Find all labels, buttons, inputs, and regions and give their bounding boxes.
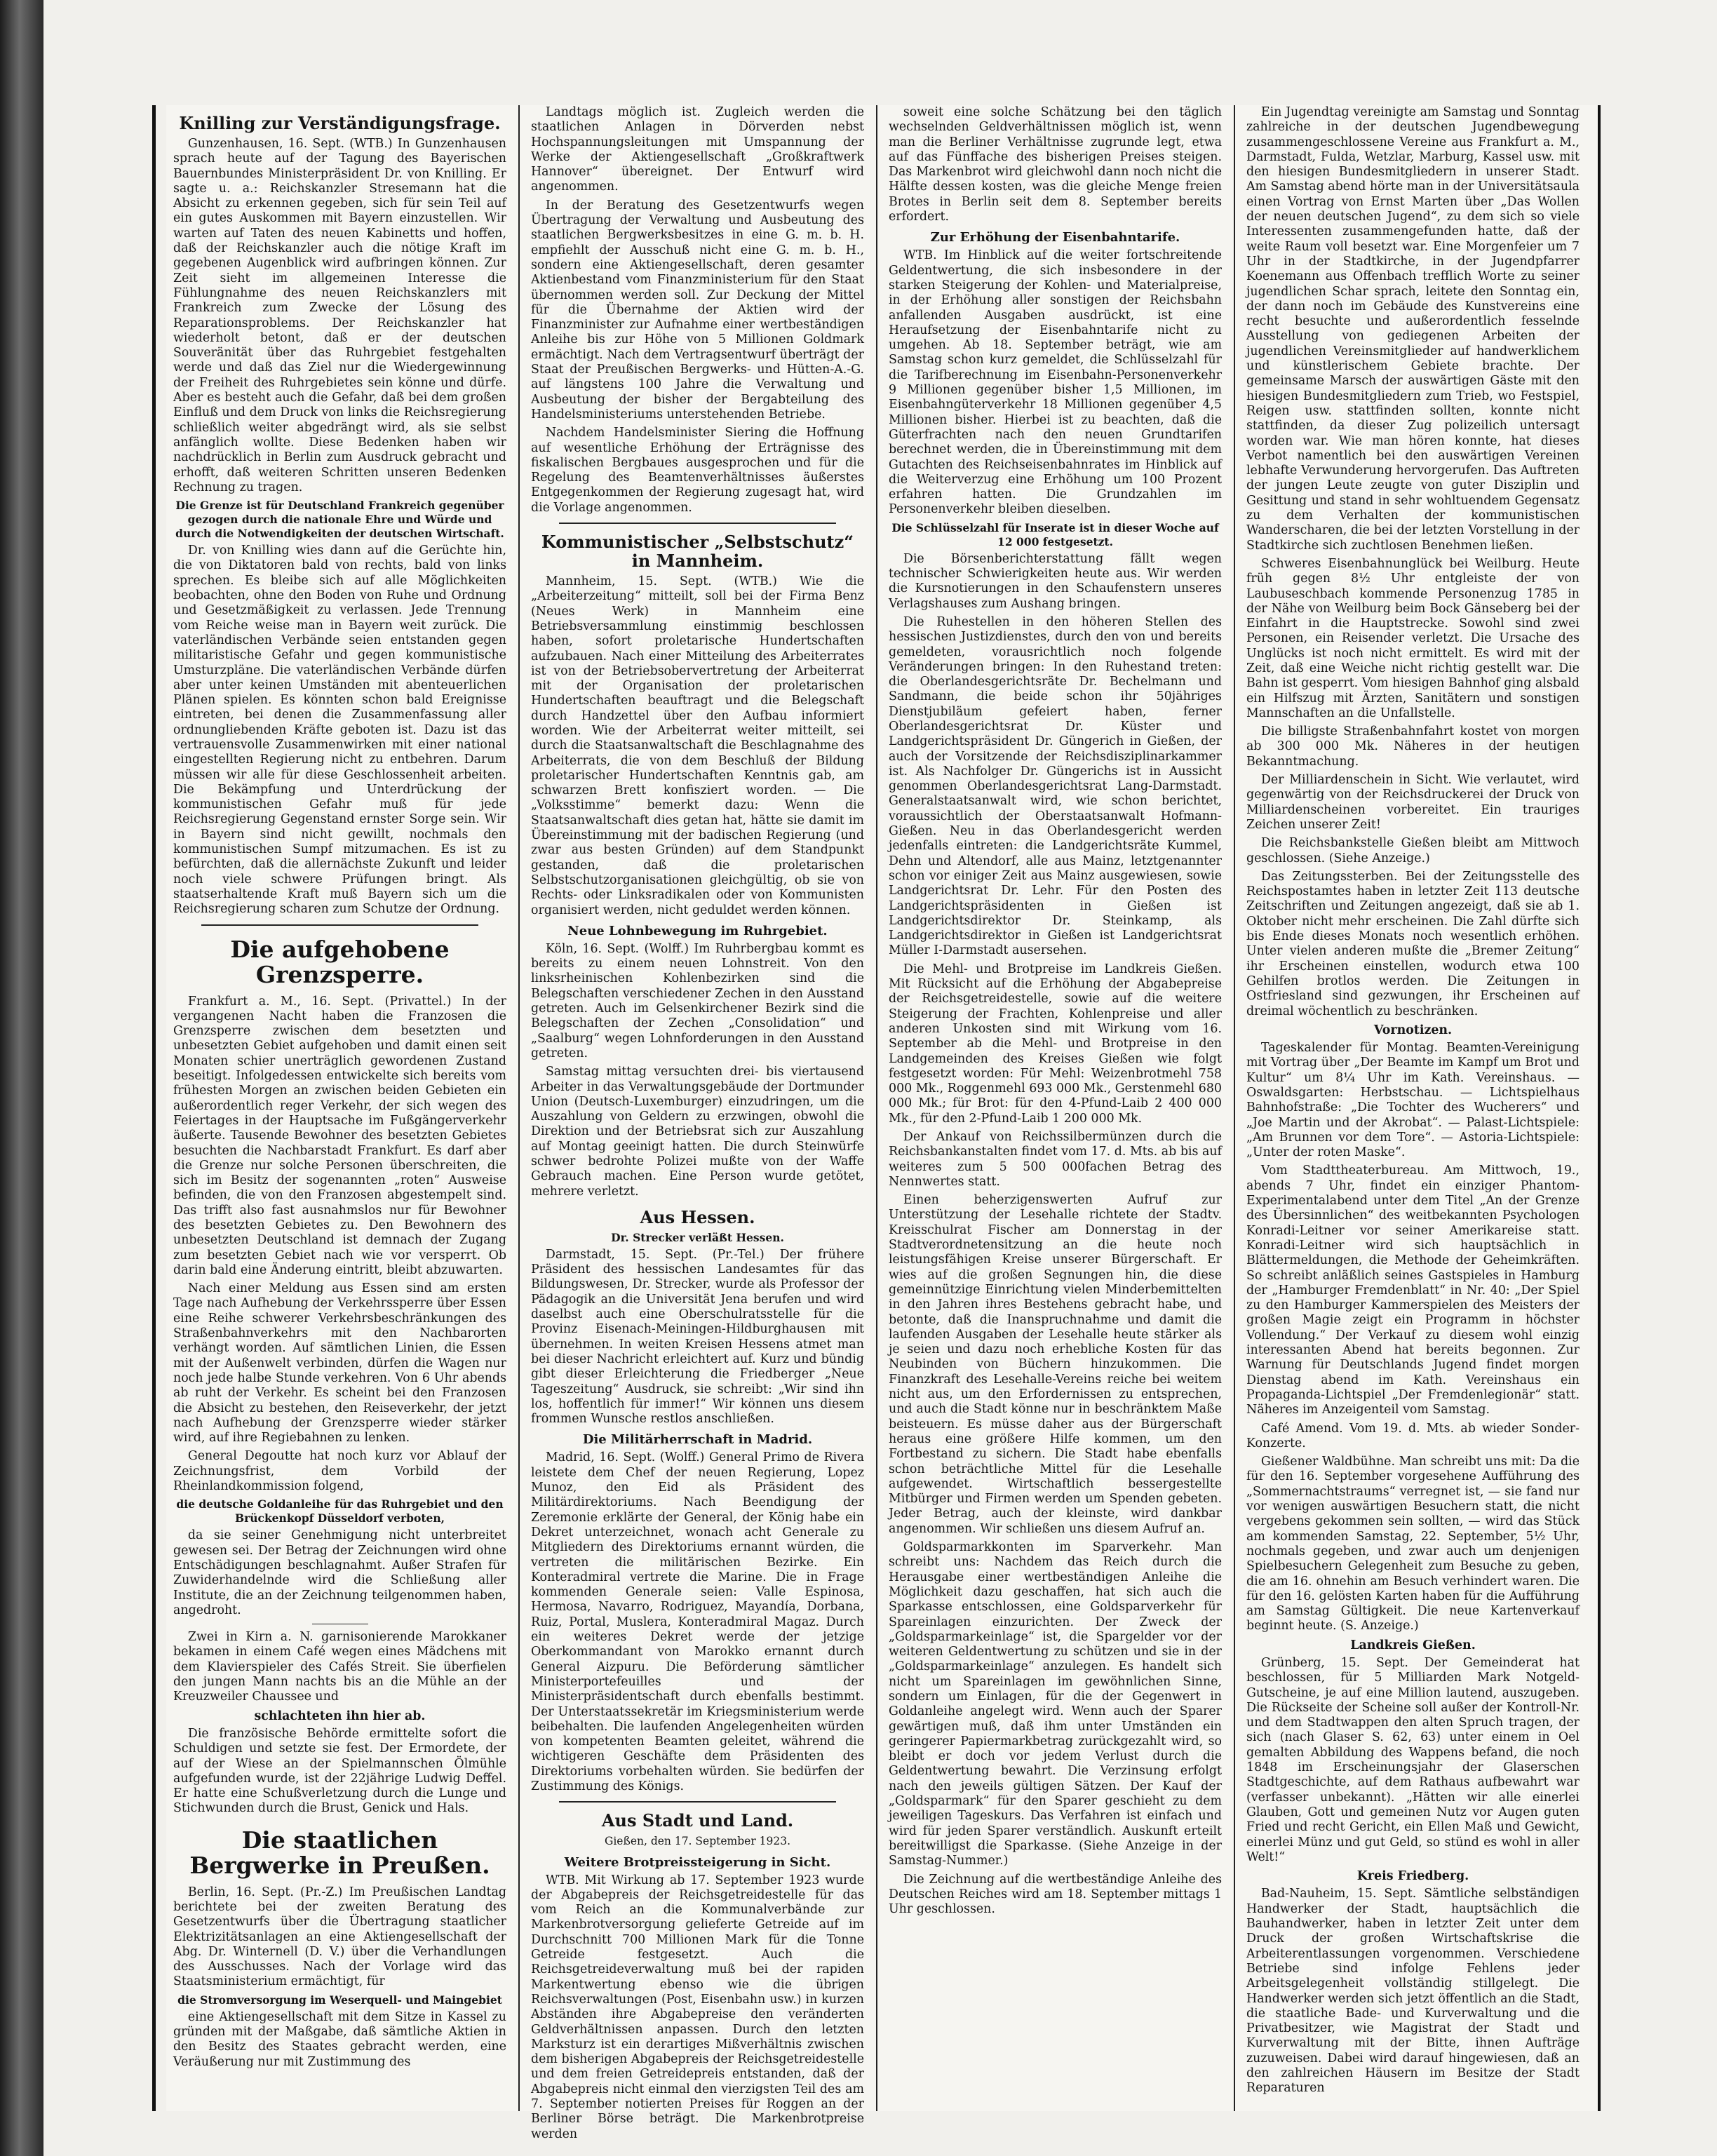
article-paragraph: Die Zeichnung auf die wertbeständige Anleihe des Deutschen Reiches wird am 18. September mittags 1 Uhr geschlossen. [889,1872,1222,1917]
article-paragraph: Schweres Eisenbahnunglück bei Weilburg. Heute früh gegen 8½ Uhr entgleiste der von Laubuseschbach kommende Personenzug 1785 in der Nähe von Weilburg beim Bock Gänseberg bei der Einfahrt in die Hauptstrecke. Sowohl sind zwei Personen, ein Reisender verletzt. Die Ursache des Unglücks ist noch nicht ermittelt. Es wird mit der Zeit, daß eine Weiche nicht richtig gestellt war. Die Bahn ist gesperrt. Vom hiesigen Bahnhof ging alsbald ein Hilfszug mit Ärzten, Sanitätern und sonstigen Mannschaften an die Unfallstelle. [1246,556,1580,720]
article-paragraph: Ein Jugendtag vereinigte am Samstag und Sonntag zahlreiche in der deutschen Jugendbewegung zusammengeschlossene Vereine aus Frankfurt a. M., Darmstadt, Fulda, Wetzlar, Marburg, Kassel usw. mit den hiesigen Bundesmitgliedern in unserer Stadt. Am Samstag abend hörte man in der Universitätsaula einen Vortrag von Ernst Marten über „Das Wollen der neuen deutschen Jugend“, zu dem sich so viele Interessenten zusammengefunden hatte, daß der weite Raum voll besetzt war. Eine Morgenfeier um 7 Uhr in der Stadtkirche, in der Jugendpfarrer Koenemann aus Offenbach trefflich Worte zu seiner jugendlichen Schar sprach, leitete den Sonntag ein, der dann noch im Gebäude des Kunstvereins eine recht besuchte und außerordentlich fesselnde Ausstellung von gediegenen Arbeiten der jugendlichen Vereinsmitglieder auf handwerklichem und künstlerischem Gebiete brachte. Der gemeinsame Marsch der auswärtigen Gäste mit den hiesigen Bundesmitgliedern zum Trieb, wo Festspiel, Reigen usw. stattfinden sollten, konnte nicht stattfinden, da dieser Zug polizeilich untersagt worden war. Wie man hören konnte, hat dieses Verbot namentlich bei den auswärtigen Vereinen lebhafte Verwunderung hervorgerufen. Das Auftreten der jungen Leute zeugte von guter Disziplin und Gesittung und stand in sehr wohltuendem Gegensatz zu dem Verhalten der kommunistischen Wanderscharen, die bei der letzten Vorstellung in der Stadtkirche sich zuchtlosen Benehmen ließen. [1246,105,1580,553]
column-rule [518,105,520,2111]
headline-madrid: Die Militärherrschaft in Madrid. [582,1432,813,1448]
article-paragraph: Nachdem Handelsminister Siering die Hoffnung auf wesentliche Erhöhung der Erträgnisse des fiskalischen Bergbaues ausgesprochen und für die Regelung des Beamtenverhältnisses äußerstes Entgegenkommen der Regierung zugesagt hat, wird die Vorlage angenommen. [531,426,864,515]
subheading-goldanleihe: die deutsche Goldanleihe für das Ruhrgebiet und den Brückenkopf Düsseldorf verboten, [176,1497,504,1525]
article-paragraph: Berlin, 16. Sept. (Pr.-Z.) Im Preußischen Landtag berichtete bei der zweiten Beratung des Gesetzentwurfs über die Übertragung staatlicher Elektrizitätsanlagen an eine Aktiengesellschaft der Abg. Dr. Winternell (D. V.) über die Verhandlungen des Ausschusses. Nach der Vorlage wird das Staatsministerium ermächtigt, für [173,1885,506,1989]
column-rule [1234,105,1235,2111]
page-border-right [1598,105,1601,2111]
column-4 [1239,105,1587,2111]
subheading-grenze: Die Grenze ist für Deutschland Frankreich gegenüber gezogen durch die nationale Ehre und Würde und durch die Notwendigkeiten der deutschen Wirtschaft. [175,499,504,541]
subheading-schluesselzahl: Die Schlüsselzahl für Inserate ist in dieser Woche auf 12 000 festgesetzt. [891,520,1219,548]
article-paragraph: Einen beherzigenswerten Aufruf zur Unterstützung der Lesehalle richtete der Stadtv. Kreisschulrat Fischer am Donnerstag in der Stadtverordnetensitzung an die heute noch leistungsfähigen Kreise unserer Bürgerschaft. Er wies auf die großen Segnungen hin, die diese gemeinnützige Einrichtung vielen Minderbemittelten in den Jahren ihres Bestehens gebracht habe, und betonte, daß die Inanspruchnahme und damit die laufenden Ausgaben der Lesehalle heute stärker als je seien und dazu noch erhebliche Kosten für das Neubinden von Büchern hinzukommen. Die Finanzkraft des Lesehalle-Vereins reiche bei weitem nicht aus, um den Erfordernissen zu entsprechen, und auch die Stadt könne nur in beschränktem Maße beisteuern. Es müsse daher aus der Bürgerschaft heraus eine größere Hilfe kommen, um den Fortbestand zu sichern. Die Stadt habe ebenfalls schon beträchtliche Mittel für die Lesehalle aufgewendet. Wirtschaftlich bessergestellte Mitbürger und Firmen werden um Spenden gebeten. Jeder Betrag, auch der kleinste, wird dankbar angenommen. Wir schließen uns diesem Aufruf an. [889,1193,1222,1536]
article-paragraph: Samstag mittag versuchten drei- bis viertausend Arbeiter in das Verwaltungsgebäude der Dortmunder Union (Deutsch-Luxemburger) einzudringen, um die Auszahlung von Geldern zu erzwingen, obwohl die Direktion und der Betriebsrat sich zur Auszahlung auf Montag geeinigt hatten. Die durch Steinwürfe schwer bedrohte Polizei mußte von der Waffe Gebrauch machen. Eine Person wurde getötet, mehrere verletzt. [531,1065,864,1199]
page-border-left [152,105,156,2111]
headline-stadt-und-land: Aus Stadt und Land. [601,1810,794,1831]
newspaper-page [166,105,1601,2141]
article-paragraph: Tageskalender für Montag. Beamten-Vereinigung mit Vortrag über „Der Beamte im Kampf um Brot und Kultur“ um 8¼ Uhr im Kath. Vereinshaus. — Oswaldsgarten: Herbstschau. — Lichtspielhaus Bahnhofstraße: „Die Tochter des Wucherers“ und „Joe Martin und der Akrobat“. — Palast-Lichtspiele: „Am Brunnen vor dem Tore“. — Astoria-Lichtspiele: „Unter der roten Maske“. [1246,1041,1580,1160]
section-divider [559,1801,836,1803]
article-paragraph: Landtags möglich ist. Zugleich werden die staatlichen Anlagen in Dörverden nebst Hochspannungsleitungen mit Umspannung der Werke der Aktiengesellschaft „Großkraftwerk Hannover“ übereignet. Der Entwurf wird angenommen. [531,105,864,194]
subheading-strecker: Dr. Strecker verläßt Hessen. [611,1230,784,1244]
article-paragraph: Die Ruhestellen in den höheren Stellen des hessischen Justizdienstes, durch den von und bereits gemeldeten, vorausrichtlich noch folgende Veränderungen bringen: In den Ruhestand treten: die Oberlandesgerichtsräte Dr. Bechelmann und Sandmann, die beide schon ihr 50jähriges Dienstjubiläum gefeiert haben, ferner Oberlandesgerichtsrat Dr. Küster und Landgerichtspräsident Dr. Güngerich in Gießen, der auch der Vorsitzende der Reichsdisziplinarkammer ist. Als Nachfolger Dr. Güngerichs ist in Aussicht genommen Oberlandesgerichtsrat Lang-Darmstadt. Generalstaatsanwalt wird, wie schon berichtet, voraussichtlich der Oberstaatsanwalt Hofmann-Gießen. Neu in das Oberlandesgericht werden jedenfalls eintreten: die Landgerichtsräte Kummel, Dehn und Altendorf, alle aus Mainz, letztgenannter schon vor einiger Zeit aus Mainz ausgewiesen, sowie Landgerichtsrat Dr. Lehr. Für den Posten des Landgerichtspräsidenten in Gießen ist Landgerichtsdirektor Dr. Steinkamp, als Landgerichtsdirektor in Gießen ist Landgerichtsrat Müller I-Darmstadt ausersehen. [889,614,1222,958]
article-paragraph: Die Reichsbankstelle Gießen bleibt am Mittwoch geschlossen. (Siehe Anzeige.) [1246,836,1580,865]
article-paragraph: Nach einer Meldung aus Essen sind am ersten Tage nach Aufhebung der Verkehrssperre über Essen eine Reihe schwerer Verkehrsbeschränkungen des Straßenbahnverkehrs mit den Nachbarorten verhängt worden. Auf sämtlichen Linien, die Essen mit der Außenwelt verbinden, dürfen die Wagen nur noch jede halbe Stunde verkehren. Von 6 Uhr abends ab ruht der Verkehr. Es scheint bei den Franzosen die Absicht zu bestehen, den Reiseverkehr, der jetzt nach Aufhebung der Grenzsperre wieder stärker wird, auf ihre Regiebahnen zu lenken. [173,1281,506,1446]
headline-knilling: Knilling zur Verständigungsfrage. [179,113,501,133]
article-paragraph: Die billigste Straßenbahnfahrt kostet von morgen ab 300 000 Mk. Näheres in der heutigen Bekanntmachung. [1246,725,1580,769]
article-paragraph: Die Mehl- und Brotpreise im Landkreis Gießen. Mit Rücksicht auf die Erhöhung der Abgabepreise der Reichsgetreidestelle, sowie auf die weitere Steigerung der Frachten, Kohlenpreise und aller anderen Unkosten sind mit Wirkung vom 16. September ab die Mehl- und Brotpreise in den Landgemeinden des Kreises Gießen wie folgt festgesetzt worden: Für Mehl: Weizenbrotmehl 758 000 Mk., Roggenmehl 693 000 Mk., Gerstenmehl 680 000 Mk.; für Brot: für den 4-Pfund-Laib 2 400 000 Mk., für den 2-Pfund-Laib 1 200 000 Mk. [889,962,1222,1126]
article-paragraph: Das Zeitungssterben. Bei der Zeitungsstelle des Reichspostamtes haben in letzter Zeit 113 deutsche Zeitschriften und Zeitungen angezeigt, daß sie ab 1. Oktober nicht mehr erscheinen. Die Zahl dürfte sich bis Ende dieses Monats noch wesentlich erhöhen. Unter vielen anderen mußte die „Bremer Zeitung“ ihr Erscheinen einstellen, wodurch etwa 100 Gehilfen brotlos werden. Die Zeitungen in Ostfriesland sind gezwungen, ihr Erscheinen auf dreimal wöchentlich zu beschränken. [1246,869,1580,1018]
scanned-page [43,0,1717,2156]
article-paragraph: Köln, 16. Sept. (Wolff.) Im Ruhrbergbau kommt es bereits zu einem neuen Lohnstreit. Von den linksrheinischen Kohlenbezirken sind die Belegschaften verschiedener Zechen in den Ausstand getreten. Auch im Gelsenkirchener Bezirk sind die Belegschaften der Zechen „Consolidation“ und „Saalburg“ wegen Lohnforderungen in den Ausstand getreten. [531,941,864,1060]
column-1 [166,105,513,2111]
article-paragraph: WTB. Mit Wirkung ab 17. September 1923 wurde der Abgabepreis der Reichsgetreidestelle für das vom Reich an die Kommunalverbände zur Markenbrotversorgung gelieferte Getreide auf im Durchschnitt 700 Millionen Mark für die Tonne Getreide festgesetzt. Auch die Reichsgetreideverwaltung muß bei der rapiden Markentwertung ebenso wie die übrigen Reichsverwaltungen (Post, Eisenbahn usw.) in kurzen Abständen ihre Abgabepreise den veränderten Geldverhältnissen anpassen. Durch den letzten Marksturz ist ein derartiges Mißverhältnis zwischen dem bisherigen Abgabepreis der Reichsgetreidestelle und dem freien Getreidepreis entstanden, daß der Abgabepreis nicht einmal den vierzigsten Teil des am 7. September notierten Preises für Roggen an der Berliner Börse beträgt. Die Markenbrotpreise werden [531,1873,864,2141]
article-paragraph: Mannheim, 15. Sept. (WTB.) Wie die „Arbeiterzeitung“ mitteilt, soll bei der Firma Benz (Neues Werk) in Mannheim eine Betriebsversammlung einstimmig beschlossen haben, sofort proletarische Hundertschaften aufzubauen. Nach einer Mitteilung des Arbeiterrates ist von der Betriebsobervertretung der Arbeiterrat mit der Organisation der proletarischen Hundertschaften beauftragt und die Belegschaft durch Handzettel über den Aufbau informiert worden. Wie der Arbeiterrat weiter mitteilt, sei durch die Staatsanwaltschaft die Beschlagnahme des Arbeiterrats, die von dem Beschluß der Bildung proletarischer Hundertschaften Kenntnis gab, am schwarzen Brett konfisziert worden. — Die „Volksstimme“ bemerkt dazu: Wenn die Staatsanwaltschaft dies getan hat, hätte sie damit im Übereinstimmung mit der badischen Regierung (und zwar aus besten Gründen) auf dem Standpunkt gestanden, daß die proletarischen Selbstschutzorganisationen gleichgültig, ob sie von Rechts- oder Linksradikalen oder von Kommunisten organisiert werden, nicht geduldet werden können. [531,574,864,917]
article-paragraph: Vom Stadttheaterbureau. Am Mittwoch, 19., abends 7 Uhr, findet ein einziger Phantom-Experimentalabend unter dem Titel „An der Grenze des Übersinnlichen“ des weitbekannten Psychologen Konradi-Leitner vor seiner Amerikareise statt. Konradi-Leitner wird sich hauptsächlich in Blättermeldungen, die Methode der Geheimkräften. So schreibt anläßlich seines Gastspieles in Hamburg der „Hamburger Fremdenblatt“ in Nr. 40: „Der Spiel zu den Hamburger Kammerspielen des Meisters der großen Magie zeigt ein Programm in höchster Vollendung.“ Der Verkauf zu diesem wohl einzig interessanten Abend hat bereits begonnen. Zur Warnung für Deutschlands Jugend findet morgen Dienstag abend im Kath. Vereinshaus ein Propaganda-Lichtspiel „Der Fremdenlegionär“ statt. Näheres im Anzeigenteil vom Samstag. [1246,1164,1580,1417]
article-paragraph: Der Milliardenschein in Sicht. Wie verlautet, wird gegenwärtig von der Reichsdruckerei der Druck von Milliardenscheinen vorbereitet. Ein trauriges Zeichen unserer Zeit! [1246,773,1580,832]
headline-mannheim: Kommunistischer „Selbstschutz“ in Mannheim. [541,532,854,572]
article-paragraph: WTB. Im Hinblick auf die weiter fortschreitende Geldentwertung, die sich insbesondere in der starken Steigerung der Kohlen- und Materialpreise, in der Erhöhung aller sonstigen der Reichsbahn anfallenden Ausgaben ausdrückt, ist eine Heraufsetzung der Eisenbahntarife nicht zu umgehen. Ab 18. September beträgt, wie am Samstag schon kurz gemeldet, die Schlüsselzahl für die Tarifberechnung im Eisenbahn-Personenverkehr 9 Millionen gegenüber bisher 1,5 Millionen, im Eisenbahngüterverkehr 18 Millionen gegenüber 4,5 Millionen bisher. Hierbei ist zu beachten, daß die Güterfrachten nach den neuen Grundtarifen berechnet werden, die in Übereinstimmung mit dem Gutachten des Reichseisenbahnrates im Hinblick auf die Weiterverzug eine Erhöhung um 100 Prozent erfahren hatten. Die Grundzahlen im Personenverkehr bleiben dieselben. [889,248,1222,517]
article-paragraph: Zwei in Kirn a. N. garnisonierende Marokkaner bekamen in einem Café wegen eines Mädchens mit dem Klavierspieler des Cafés Streit. Sie überfielen den jungen Mann nachts bis an die Mühle an der Kreuzweiler Chaussee und [173,1630,506,1704]
headline-aus-hessen: Aus Hessen. [640,1206,755,1227]
article-paragraph: In der Beratung des Gesetzentwurfs wegen Übertragung der Verwaltung und Ausbeutung des staatlichen Bergwerksbesitzes in eine G. m. b. H. empfiehlt der Ausschuß nicht eine G. m. b. H., sondern eine Aktiengesellschaft, deren gesamter Aktienbestand vom Finanzministerium für den Staat übernommen werden soll. Zur Deckung der Mittel für die Übernahme der Aktien wird der Finanzminister zur Aufnahme einer wertbeständigen Anleihe bis zur Höhe von 5 Millionen Goldmark ermächtigt. Nach dem Vertragsentwurf überträgt der Staat der Preußischen Bergwerks- und Hütten-A.-G. auf längstens 100 Jahre die Verwaltung und Ausbeutung der bisher der Bergabteilung des Handelsministeriums unterstehenden Betriebe. [531,198,864,422]
article-paragraph: General Degoutte hat noch kurz vor Ablauf der Zeichnungsfrist, dem Vorbild der Rheinlandkommission folgend, [173,1449,506,1494]
article-paragraph: Darmstadt, 15. Sept. (Pr.-Tel.) Der frühere Präsident des hessischen Landesamtes für das Bildungswesen, Dr. Strecker, wurde als Professor der Pädagogik an die Universität Jena berufen und wird daselbst auch eine Oberschulratsstelle für die Provinz Eisenach-Meiningen-Hildburghausen mit übernehmen. In weiten Kreisen Hessens atmet man bei dieser Nachricht erleichtert auf. Kurz und bündig gibt dieser Erleichterung die Friedberger „Neue Tageszeitung“ Ausdruck, sie schreibt: „Wir sind ihn los, hoffentlich für immer!“ Wir können uns diesem frommen Wunsche restlos anschließen. [531,1247,864,1427]
article-paragraph: soweit eine solche Schätzung bei den täglich wechselnden Geldverhältnissen möglich ist, wenn man die Berliner Verhältnisse zugrunde legt, etwa auf das Fünffache des bisherigen Preises steigen. Das Markenbrot wird gleichwohl dann noch nicht die Hälfte dessen kosten, was die gleiche Menge freien Brotes in Berlin seit dem 8. September bereits erfordert. [889,105,1222,224]
subheading-schlachteten: schlachteten ihn hier ab. [254,1709,426,1723]
headline-brotpreis: Weitere Brotpreissteigerung in Sicht. [564,1854,831,1870]
column-3 [882,105,1229,2111]
headline-vornotizen: Vornotizen. [1373,1023,1453,1037]
headline-landkreis-giessen: Landkreis Gießen. [1350,1638,1476,1652]
section-divider [201,924,478,926]
headline-eisenbahntarife: Zur Erhöhung der Eisenbahntarife. [930,230,1180,245]
article-paragraph: Frankfurt a. M., 16. Sept. (Privattel.) In der vergangenen Nacht haben die Franzosen die Grenzsperre zwischen dem besetzten und unbesetzten Gebiet aufgehoben und damit einen seit Monaten schier unerträglich gewordenen Zustand beseitigt. Infolgedessen entwickelte sich bereits vom frühesten Morgen an zwischen beiden Gebieten ein außerordentlich reger Verkehr, der sich wegen des Feiertages in der Hauptsache im Fußgängerverkehr äußerte. Tausende Bewohner des besetzten Gebietes besuchten die Nachbarstadt Frankfurt. Es darf aber die Grenze nur solche Personen überschreiten, die sich im Besitz der sogenannten „roten“ Ausweise befinden, die von den Franzosen abgestempelt sind. Das trifft also fast ausnahmslos nur für Bewohner des besetzten Gebietes zu. Den Bewohnern des unbesetzten Deutschland ist demnach der Zugang zum besetzten Gebiet nach wie vor versperrt. Ob darin bald eine Änderung eintritt, bleibt abzuwarten. [173,994,506,1277]
article-paragraph: Die Börsenberichterstattung fällt wegen technischer Schwierigkeiten heute aus. Wir werden die Kursnotierungen in den Schaufenstern unseres Verlagshauses zum Aushang bringen. [889,551,1222,611]
dateline: Gießen, den 17. September 1923. [604,1835,791,1848]
headline-kreis-friedberg: Kreis Friedberg. [1356,1869,1469,1884]
article-paragraph: Der Ankauf von Reichssilbermünzen durch die Reichsbankanstalten findet vom 17. d. Mts. ab bis auf weiteres zum 5 500 000fachen Betrag des Nennwertes statt. [889,1130,1222,1189]
headline-grenzsperre: Die aufgehobene Grenzsperre. [230,935,450,988]
section-divider [559,523,836,524]
article-paragraph: Dr. von Knilling wies dann auf die Gerüchte hin, die von Diktatoren bald von rechts, bald von links sprechen. Es bleibe sich auf alle Möglichkeiten beobachten, ohne den Boden von Ruhe und Ordnung und Gesetzmäßigkeit zu verlassen. Jede Trennung vom Reiche weise man in Bayern weit zurück. Die vaterländischen Verbände seien entstanden gegen militaristische Gefahr und gegen kommunistische Umsturzpläne. Die vaterländischen Verbände dürfen aber unter keinen Umständen mit abenteuerlichen Plänen spielen. Es könnten schon bald Ereignisse eintreten, bei denen die Zusammenfassung aller ordnungliebenden Kräfte geboten ist. Dazu ist das vertrauensvolle Zusammenwirken mit einer national eingestellten Regierung nicht zu entbehren. Darum müssen wir alle für diese Geschlossenheit arbeiten. Die Bekämpfung und Unterdrückung der kommunistischen Gefahr muß für jede Reichsregierung Gegenstand ernster Sorge sein. Wir in Bayern sind nicht gewillt, nochmals den kommunistischen Sumpf mitzumachen. Es ist zu befürchten, daß die allernächste Zukunft und leider noch viele schwere Prüfungen bringt. Als staatserhaltende Kraft muß Bayern sich um die Reichsregierung scharen zum Schutze der Ordnung. [173,544,506,917]
article-paragraph: eine Aktiengesellschaft mit dem Sitze in Kassel zu gründen mit der Maßgabe, daß sämtliche Aktien in den Besitz des Staates gebracht werden, eine Veräußerung nur mit Zustimmung des [173,2009,506,2069]
article-paragraph: Bad-Nauheim, 15. Sept. Sämtliche selbständigen Handwerker der Stadt, hauptsächlich die Bauhandwerker, haben in letzter Zeit unter dem Druck der großen Wirtschaftskrise die Arbeiterentlassungen vorgenommen. Verschiedene Betriebe sind infolge Fehlens jeder Arbeitsgelegenheit vollständig stillgelegt. Die Handwerker werden sich jetzt öffentlich an die Stadt, die staatliche Bade- und Kurverwaltung und die Privatbesitzer, wie Magistrat der Stadt und Kurverwaltung mit der Bitte, ihnen Aufträge zuzuweisen. Dabei wird darauf hingewiesen, daß an den zahlreichen Häusern im Besitze der Stadt Reparaturen [1246,1887,1580,2096]
article-paragraph: Gunzenhausen, 16. Sept. (WTB.) In Gunzenhausen sprach heute auf der Tagung des Bayerischen Bauernbundes Ministerpräsident Dr. von Knilling. Er sagte u. a.: Reichskanzler Stresemann hat die Absicht zu erkennen gegeben, sich für sein Teil auf ein gutes Auskommen mit Bayern einzustellen. Wir warten auf Taten des neuen Kabinetts und hoffen, daß der Reichskanzler auch die nötige Kraft im gegebenen Augenblick wird aufbringen können. Zur Zeit sieht im allgemeinen Interesse die Fühlungnahme des neuen Reichskanzlers mit Frankreich zum Zwecke der Lösung des Reparationsproblems. Der Reichskanzler hat wiederholt betont, daß er der deutschen Souveränität über das Ruhrgebiet festgehalten werde und daß das Ziel nur die Wiedergewinnung der Freiheit des Ruhrgebietes sein könne und dürfe. Aber es besteht auch die Gefahr, daß bei dem großen Einfluß und dem Druck von links die Reichsregierung schließlich weiter abgedrängt wird, als sie selbst anfänglich wollte. Diese Bedenken haben wir nachdrücklich in Berlin zum Ausdruck gebracht und erhofft, daß weiteren Schritten unseren Bedenken Rechnung zu tragen. [173,137,506,494]
article-paragraph: Madrid, 16. Sept. (Wolff.) General Primo de Rivera leistete dem Chef der neuen Regierung, Lopez Munoz, den Eid als Präsident des Militärdirektoriums. Nach Beendigung der Zeremonie erklärte der General, der König habe ein Dekret unterzeichnet, wonach acht Generale zu Mitgliedern des Direktoriums ernannt würden, die vertreten die militärischen Bezirke. Ein Konteradmiral vertrete die Marine. Die in Frage kommenden Generale seien: Valle Espinosa, Hermosa, Navarro, Rodriguez, Mayandía, Dorbana, Ruiz, Portal, Muslera, Konteradmiral Magaz. Durch ein weiteres Dekret werde der jetzige Oberkommandant von Marokko ernannt durch General Aizpuru. Die Beförderung sämtlicher Ministerportefeuilles und der Ministerpräsidentschaft durch ebenfalls bestimmt. Der Unterstaatssekretär im Kriegsministerium werde beibehalten. Die laufenden Angelegenheiten würden von kompetenten Beamten geleitet, während die wichtigeren Geschäfte dem Präsidenten des Direktoriums vorbehalten würden. Sie bedürfen der Zustimmung des Königs. [531,1450,864,1793]
article-paragraph: Die französische Behörde ermittelte sofort die Schuldigen und setzte sie fest. Der Ermordete, der auf der Wiese an der Spielmannschen Ölmühle aufgefunden wurde, ist der 22jährige Ludwig Deffel. Er hatte eine Schußverletzung durch die Lunge und Stichwunden durch die Brust, Genick und Hals. [173,1726,506,1816]
article-paragraph: Goldsparmarkkonten im Sparverkehr. Man schreibt uns: Nachdem das Reich durch die Herausgabe einer wertbeständigen Anleihe die Möglichkeit dazu geschaffen, hat sich auch die Sparkasse entschlossen, eine Goldsparverkehr für Spareinlagen einzurichten. Der Zweck der „Goldsparmarkeinlage“ ist, die Spargelder vor der weiteren Geldentwertung zu schützen und sie in der „Goldsparmarkeinlage“ anzulegen. Es handelt sich nicht um Spareinlagen im gewöhnlichen Sinne, sondern um Einlagen, für die der Gegenwert in Goldanleihe angelegt wird. Wenn auch der Sparer gewärtigen muß, daß ihm unter Umständen ein geringerer Papiermarkbetrag zurückgezahlt wird, so bleibt er doch vor jedem Verlust durch die Geldentwertung bewahrt. Die Verzinsung erfolgt nach den jeweils gültigen Sätzen. Der Kauf der „Goldsparmark“ für den Sparer geschieht zu dem jeweiligen Tageskurs. Das Verfahren ist einfach und wird für jeden Sparer verständlich. Auskunft erteilt bereitwilligst die Sparkasse. (Siehe Anzeige in der Samstag-Nummer.) [889,1540,1222,1868]
subheading-stromversorgung: die Stromversorgung im Weserquell- und Maingebiet [177,1993,502,2007]
article-paragraph: da sie seiner Genehmigung nicht unterbreitet gewesen sei. Der Betrag der Zeichnungen wird ohne Entschädigungen beschlagnahmt. Außer Strafen für Zuwiderhandelnde wird die Schließung aller Institute, die an der Zeichnung teilgenommen haben, angedroht. [173,1528,506,1617]
column-rule [876,105,877,2111]
article-paragraph: Café Amend. Vom 19. d. Mts. ab wieder Sonder-Konzerte. [1246,1421,1580,1450]
headline-bergwerke: Die staatlichen Bergwerke in Preußen. [189,1826,490,1879]
headline-lohnbewegung: Neue Lohnbewegung im Ruhrgebiet. [567,923,828,938]
book-binding-edge [0,0,43,2156]
article-paragraph: Grünberg, 15. Sept. Der Gemeinderat hat beschlossen, für 5 Milliarden Mark Notgeld-Gutscheine, je auf eine Million lautend, auszugeben. Die Rückseite der Scheine soll außer der Kontroll-Nr. und dem Stadtwappen den alten Spruch tragen, der sich (nach Glaser S. 62, 63) unter einem in Oel gemalten Abbildung des Wappens befand, die noch 1848 im Erscheinungsjahr der Glaserschen Stadtgeschichte, auf dem Rathaus aufbewahrt war (verfasser unbekannt). „Hätten wir alle einerlei Glauben, Gott und gemeinen Nutz vor Augen guten Fried und recht Gericht, ein Ellen Maß und Gewicht, einerlei Münz und gut Geld, so stünd es wohl in aller Welt!“ [1246,1655,1580,1864]
column-2 [524,105,871,2141]
article-paragraph: Gießener Waldbühne. Man schreibt uns mit: Da die für den 16. September vorgesehene Aufführung des „Sommernachtstraums“ verregnet ist, — sie fand nur vor wenigen auswärtigen Besuchern statt, die nicht vergebens gekommen sein sollten, — wird das Stück am kommenden Samstag, 22. September, 5½ Uhr, nochmals gegeben, und zwar auch um denjenigen Spielbesuchern Gelegenheit zum Besuche zu geben, die am 16. ohnehin am Besuch verhindert waren. Die für den 16. gelösten Karten haben für die Aufführung am Samstag Gültigkeit. Die neue Kartenverkauf beginnt heute. (S. Anzeige.) [1246,1455,1580,1633]
